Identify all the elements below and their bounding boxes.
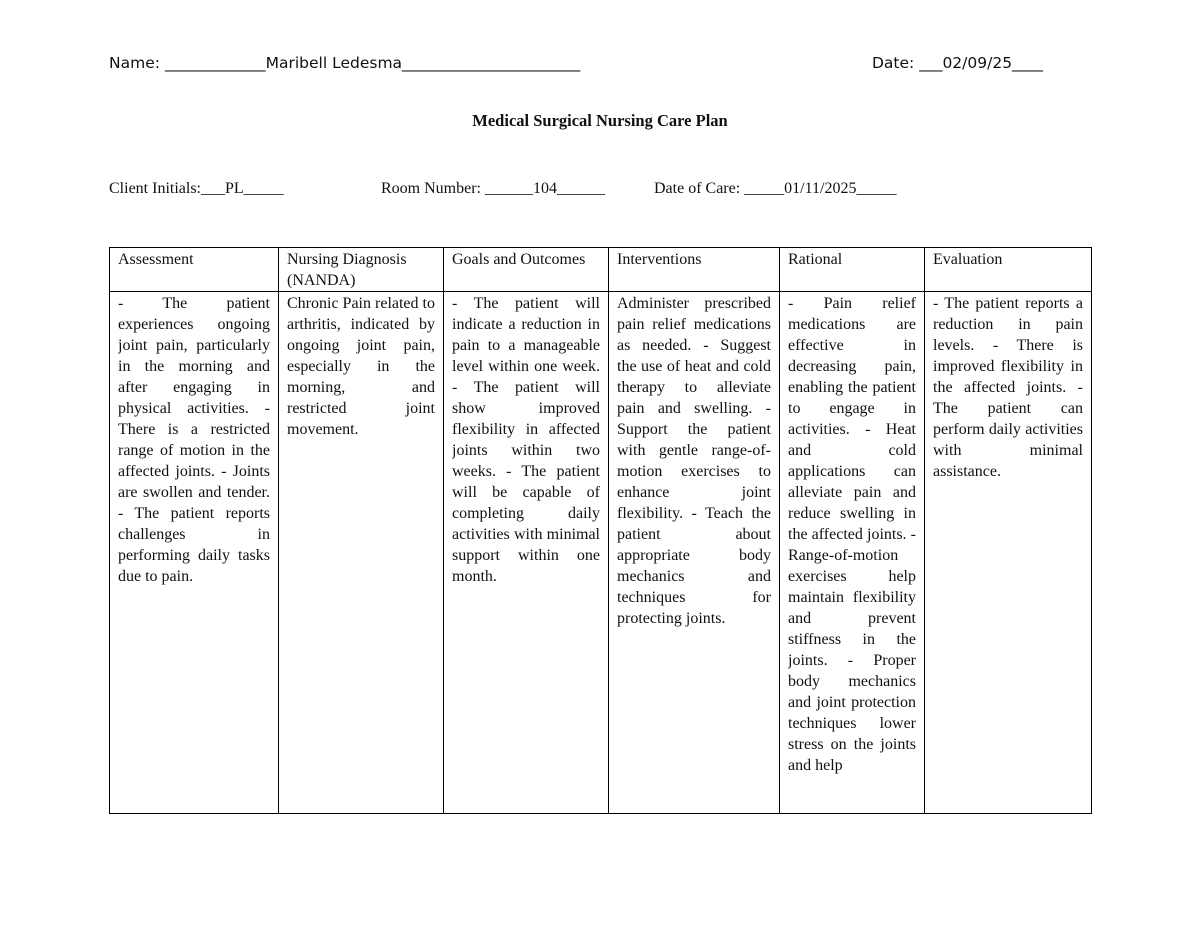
cell-interventions — [609, 292, 780, 814]
cell-nursing-diagnosis-text: Chronic Pain related to arthritis, indicated by ongoing joint pain, especially in the morning, and restricted joint movement. — [287, 295, 435, 438]
date-of-care: Date of Care: _____01/11/2025_____ — [654, 180, 897, 197]
client-initials: Client Initials:___PL_____ — [109, 180, 284, 197]
cell-nursing-diagnosis — [279, 292, 444, 814]
cell-goals-outcomes-text: - The patient will indicate a reduction in pain to a manageable level within one week. - The patient will show improved flexibility in affected joints within two weeks. - The patient will be capable of completing daily activities with minimal support within one month. — [452, 295, 600, 585]
header-assessment: Assessment — [110, 248, 279, 292]
cell-rational — [780, 292, 925, 814]
table-row — [110, 292, 1092, 814]
cell-evaluation-text: - The patient reports a reduction in pain levels. - There is improved flexibility in the affected joints. - The patient can perform daily activities with minimal assistance. — [933, 295, 1083, 480]
care-plan-table — [109, 247, 1092, 814]
header-evaluation: Evaluation — [925, 248, 1092, 292]
cell-rational-text: - Pain relief medications are effective in decreasing pain, enabling the patient to engage in activities. - Heat and cold applications can alleviate pain and reduce swelling in the affected joints. - Range-of-motion exercises help maintain flexibility and prevent stiffness in the joints. - Proper body mechanics and joint protection techniques lower stress on the joints and help — [788, 295, 916, 774]
header-nursing-diagnosis: Nursing Diagnosis (NANDA) — [279, 248, 444, 292]
cell-assessment — [110, 292, 279, 814]
cell-evaluation — [925, 292, 1092, 814]
date-field: Date: ___02/09/25____ — [872, 54, 1044, 72]
client-info-line — [109, 180, 1069, 202]
page-title: Medical Surgical Nursing Care Plan — [472, 111, 728, 130]
header-line — [109, 54, 1069, 76]
cell-interventions-text: Administer prescribed pain relief medications as needed. - Suggest the use of heat and cold therapy to alleviate pain and swelling. - Support the patient with gentle range-of-motion exercises to enhance joint flexibility. - Teach the patient about appropriate body mechanics and techniques for protecting joints. — [617, 295, 771, 627]
header-rational: Rational — [780, 248, 925, 292]
table-header-row — [110, 248, 1092, 292]
header-interventions: Interventions — [609, 248, 780, 292]
name-field: Name: _____________Maribell Ledesma_______________________ — [109, 54, 581, 72]
cell-assessment-text: - The patient experiences ongoing joint pain, particularly in the morning and after engaging in physical activities. - There is a restricted range of motion in the affected joints. - Joints are swollen and tender. - The patient reports challenges in performing daily tasks due to pain. — [118, 295, 270, 585]
room-number: Room Number: ______104______ — [381, 180, 605, 197]
cell-goals-outcomes — [444, 292, 609, 814]
header-goals-outcomes: Goals and Outcomes — [444, 248, 609, 292]
